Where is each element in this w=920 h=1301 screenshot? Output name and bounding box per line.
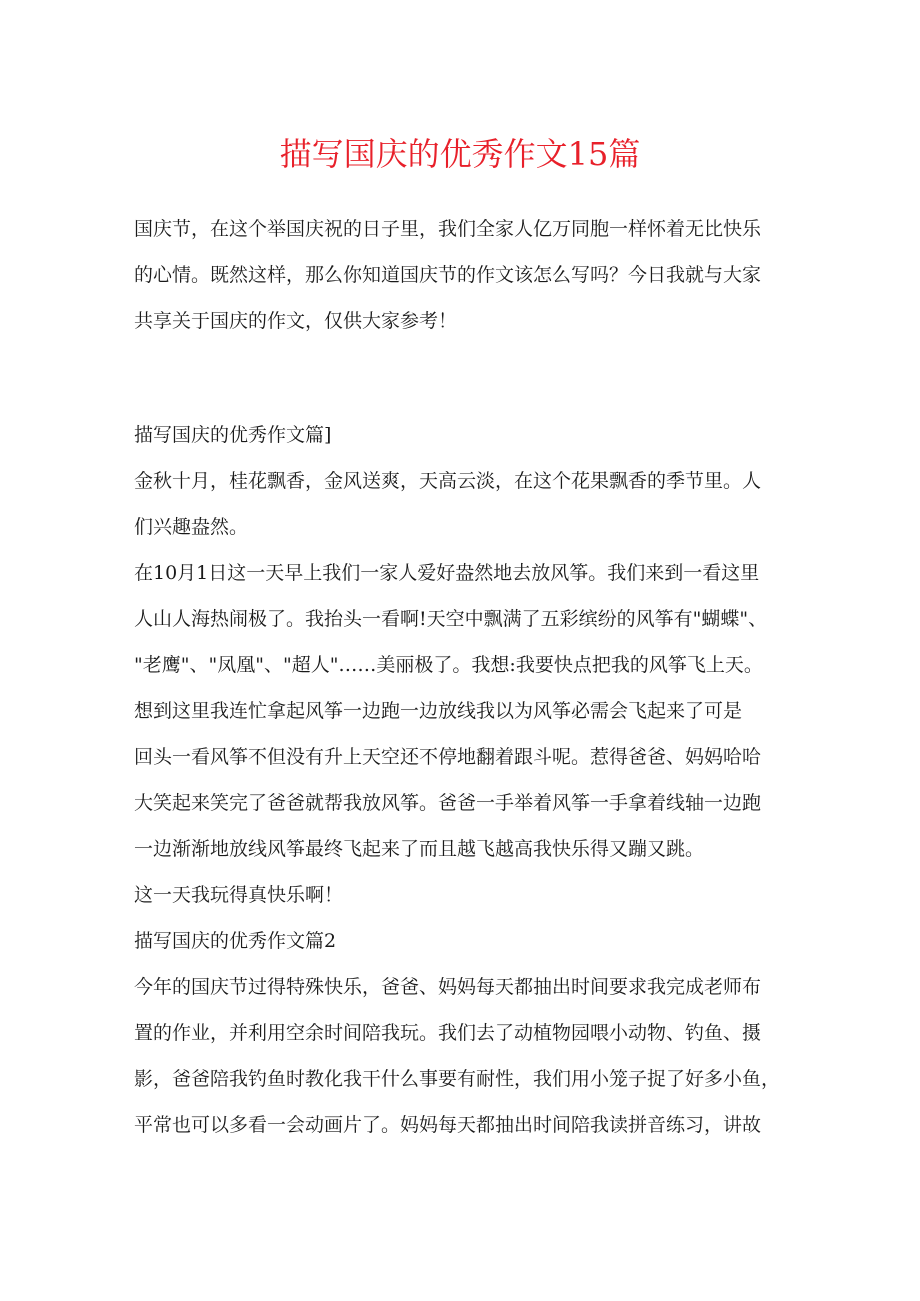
text-line: 一边渐渐地放线风筝最终飞起来了而且越飞越高我快乐得又蹦又跳。: [134, 838, 705, 860]
text-line: 金秋十月，桂花飘香，金风送爽，天高云淡，在这个花果飘香的季节里。人: [134, 470, 762, 492]
text-line: 共享关于国庆的作文，仅供大家参考！: [134, 310, 458, 332]
section-heading: 描写国庆的优秀作文篇]: [134, 424, 332, 446]
text-line: 平常也可以多看一会动画片了。妈妈每天都抽出时间陪我读拼音练习，讲故: [134, 1114, 762, 1136]
section-2: [134, 918, 794, 1148]
text-line: 的心情。既然这样，那么你知道国庆节的作文该怎么写吗？今日我就与大家: [134, 264, 762, 286]
text-line: 大笑起来笑完了爸爸就帮我放风筝。爸爸一手举着风筝一手拿着线轴一边跑: [134, 792, 762, 814]
text-line: 今年的国庆节过得特殊快乐，爸爸、妈妈每天都抽出时间要求我完成老师布: [134, 976, 762, 998]
text-line: 想到这里我连忙拿起风筝一边跑一边放线我以为风筝必需会飞起来了可是: [134, 700, 743, 722]
text-line: 国庆节，在这个举国庆祝的日子里，我们全家人亿万同胞一样怀着无比快乐: [134, 218, 762, 240]
paragraph-gap: [134, 344, 794, 412]
intro-paragraph: [134, 206, 794, 344]
text-line: 回头一看风筝不但没有升上天空还不停地翻着跟斗呢。惹得爸爸、妈妈哈哈: [134, 746, 762, 768]
text-line: 人山人海热闹极了。我抬头一看啊!天空中飘满了五彩缤纷的风筝有"蝴蝶"、: [134, 608, 768, 630]
text-line: "老鹰"、"凤凰"、"超人"……美丽极了。我想:我要快点把我的风筝飞上天。: [134, 654, 763, 676]
text-line: 影，爸爸陪我钓鱼时教化我干什么事要有耐性，我们用小笼子捉了好多小鱼，: [134, 1068, 781, 1090]
text-line: 们兴趣盎然。: [134, 516, 249, 538]
text-line: 置的作业，并利用空余时间陪我玩。我们去了动植物园喂小动物、钓鱼、摄: [134, 1022, 762, 1044]
section-1: [134, 412, 794, 918]
section-heading: 描写国庆的优秀作文篇2: [134, 930, 337, 952]
article-body: [134, 206, 794, 1148]
text-line: 这一天我玩得真快乐啊！: [134, 884, 344, 906]
page-title: 描写国庆的优秀作文15篇: [279, 135, 641, 173]
text-line: 在10月1日这一天早上我们一家人爱好盎然地去放风筝。我们来到一看这里: [134, 562, 760, 584]
